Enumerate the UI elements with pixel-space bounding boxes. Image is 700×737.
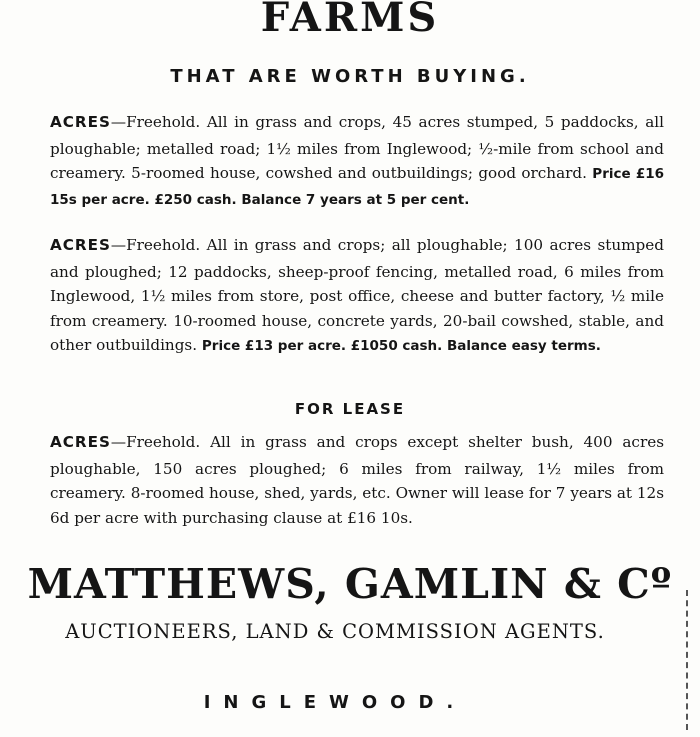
listing-acres-label: ACRES <box>50 236 111 254</box>
listing-acres-label: ACRES <box>50 113 111 131</box>
listing-text: —Freehold. All in grass and crops except shelter bush, 400 acres ploughable, 150 acres ploughed; 6 miles from railway, 1½ miles from creamery. 8-roomed house, shed, yards, etc. Owner will lease for 7 years at 12s 6d per acre with purchasing clause at £16 10s. <box>50 433 664 527</box>
firm-description: AUCTIONEERS, LAND & COMMISSION AGENTS. <box>65 620 605 643</box>
listing-2 <box>20 233 664 359</box>
page-edge-divider <box>686 590 690 730</box>
town: INGLEWOOD. <box>203 692 467 713</box>
listing-acres-label: ACRES <box>50 433 111 451</box>
listing-1 <box>20 110 664 212</box>
listing-price: Price £13 per acre. £1050 cash. Balance easy terms. <box>201 338 601 355</box>
listing-text: —Freehold. All in grass and crops; all ploughable; 100 acres stumped and ploughed; 12 paddocks, sheep-proof fencing, metalled road, 6 miles from Inglewood, 1½ miles from store, post office, cheese and butter factory, ½ mile from creamery. 10-roomed house, concrete yards, 20-bail cowshed, stable, and other outbuildings. <box>50 236 664 355</box>
listing-text: —Freehold. All in grass and crops, 45 acres stumped, 5 paddocks, all ploughable; metalled road; 1½ miles from Inglewood; ½-mile from school and creamery. 5-roomed house, cowshed and outbuildings; good orchard. <box>50 113 664 183</box>
listing-price: Price £16 15s per acre. £250 cash. Balance 7 years at 5 per cent. <box>50 166 665 208</box>
lease-listing <box>20 430 664 530</box>
firm-name: MATTHEWS, GAMLIN & Cº <box>27 560 673 608</box>
headline: FARMS <box>260 0 440 41</box>
subheadline: THAT ARE WORTH BUYING. <box>170 66 530 87</box>
section-title: FOR LEASE <box>294 400 406 418</box>
